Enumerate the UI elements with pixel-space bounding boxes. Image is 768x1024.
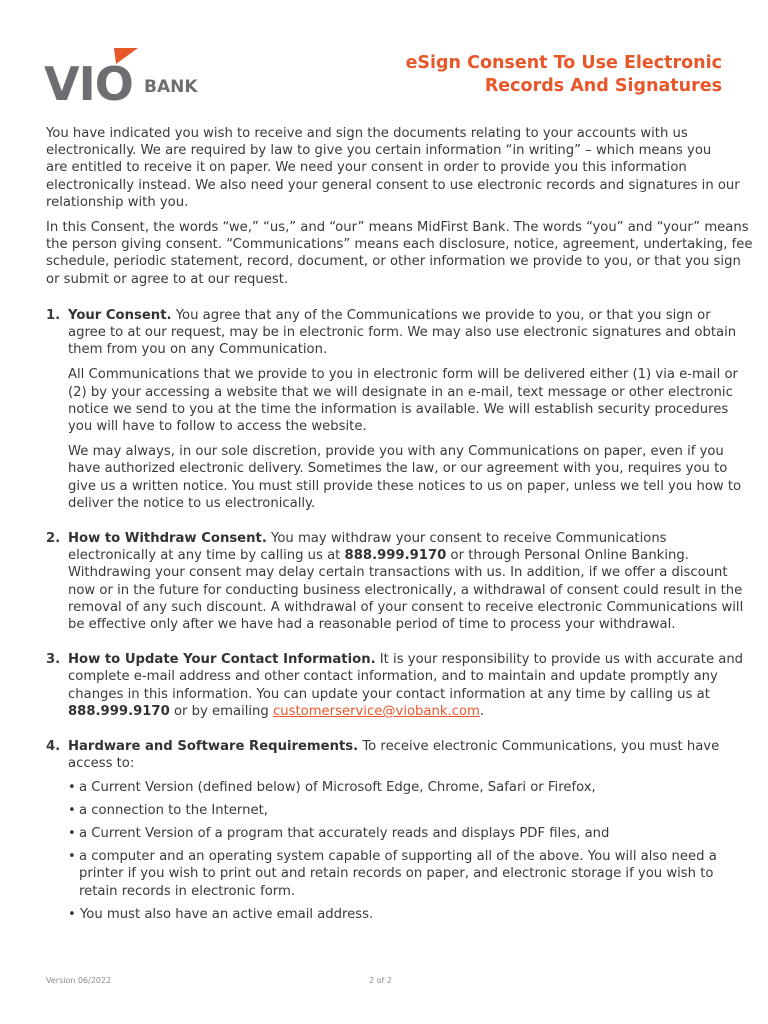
title-line-1: eSign Consent To Use Electronic [405, 53, 722, 73]
text-span: electronically at any time by calling us at [68, 548, 345, 564]
text-line: In this Consent, the words “we,” “us,” and “our” means MidFirst Bank. The words “you” and “your” means [46, 220, 749, 236]
text-line: changes in this information. You can update your contact information at any time by calling us at [68, 686, 710, 702]
phone-number: 888.999.9170 [344, 548, 447, 564]
text-line [68, 547, 726, 564]
logo-vio-text: VIO [44, 57, 133, 110]
text-line: give us a written notice. You must still provide these notices to us on paper, unless we tell you how to [68, 478, 742, 494]
bullet-icon: • [68, 779, 76, 795]
text-line: you will have to follow to access the website. [68, 419, 367, 435]
text-span: or through Personal Online Banking. [446, 548, 689, 564]
text-line: be effective only after we have had a reasonable period of time to process your withdrawal. [68, 617, 676, 633]
text-line: notice we send to you at the time the information is available. We will establish security procedures [68, 401, 729, 417]
section-heading: How to Update Your Contact Information. [68, 652, 376, 668]
bullet-icon: • [68, 802, 76, 818]
section-your-consent [46, 307, 742, 512]
section-paragraph [68, 443, 742, 512]
text-line [68, 307, 726, 324]
text-line: electronically. We are required by law to give you certain information “in writing” – which means you [46, 143, 712, 159]
document-body [46, 125, 753, 923]
text-span: You may withdraw your consent to receive Communications [266, 531, 667, 547]
section-number: 2. [46, 531, 61, 547]
text-line: electronically instead. We also need your general consent to use electronic records and signatures in our [46, 177, 740, 193]
section-number: 3. [46, 652, 61, 668]
text-line: schedule, periodic statement, record, document, or other information we provide to you, or that you sign [46, 254, 741, 270]
title-line-2: Records And Signatures [484, 76, 722, 96]
text-line: removal of any such discount. A withdrawal of your consent to receive electronic Communications will [68, 599, 744, 615]
text-line: We may always, in our sole discretion, provide you with any Communications on paper, even if you [68, 444, 724, 460]
text-line: or submit or agree to at our request. [46, 271, 289, 287]
list-item [68, 779, 726, 796]
vio-bank-logo [44, 44, 204, 110]
text-line: a Current Version (defined below) of Microsoft Edge, Chrome, Safari or Firefox, [79, 779, 596, 795]
text-line [68, 651, 744, 668]
intro-paragraph-1 [46, 125, 740, 211]
email-link[interactable]: customerservice@viobank.com [272, 703, 480, 719]
list-item [68, 802, 726, 819]
list-item [68, 848, 726, 900]
text-span: . [479, 703, 485, 719]
text-line: retain records in electronic form. [79, 883, 296, 899]
section-heading: Hardware and Software Requirements. [68, 739, 359, 755]
phone-number: 888.999.9170 [68, 703, 170, 719]
logo-bank-text: BANK [144, 77, 198, 97]
text-line: now or in the future for conducting business electronically, a withdrawal of consent could result in the [68, 582, 743, 598]
text-line: agree to at our request, may be in electronic form. We may also use electronic signatures and obtain [68, 325, 737, 341]
section-number: 4. [46, 739, 61, 755]
text-line: the person giving consent. “Communications” means each disclosure, notice, agreement, undertaking, fee [46, 237, 753, 253]
text-line [68, 530, 726, 547]
text-span: You agree that any of the Communications we provide to you, or that you sign or [171, 307, 711, 323]
text-line: a computer and an operating system capable of supporting all of the above. You will also need a [79, 849, 717, 865]
text-span: or by emailing [169, 703, 273, 719]
section-heading: Your Consent. [68, 307, 172, 323]
text-line: deliver the notice to us electronically. [68, 495, 316, 511]
text-line: them from you on any Communication. [68, 342, 328, 358]
list-item [68, 825, 726, 842]
section-hardware-software [46, 738, 726, 923]
text-line [68, 738, 726, 755]
text-line: complete e-mail address and other contact information, and to maintain and update promptly any [68, 669, 718, 685]
text-span: It is your responsibility to provide us with accurate and [375, 652, 744, 668]
section-number: 1. [46, 307, 61, 323]
section-update-contact [46, 651, 744, 720]
text-span: To receive electronic Communications, you must have [358, 739, 720, 755]
text-line: access to: [68, 756, 135, 772]
text-line: printer if you wish to print out and retain records on paper, and electronic storage if you wish to [79, 866, 714, 882]
page-number: 2 of 2 [369, 976, 392, 985]
text-line: a Current Version of a program that accurately reads and displays PDF files, and [79, 825, 610, 841]
text-line: Withdrawing your consent may delay certain transactions with us. In addition, if we offer a discount [68, 565, 728, 581]
text-line: have authorized electronic delivery. Sometimes the law, or our agreement with you, requires you to [68, 461, 728, 477]
text-line [68, 703, 726, 720]
text-line: All Communications that we provide to you in electronic form will be delivered either (1) via e-mail or [68, 367, 738, 383]
list-item [68, 906, 726, 923]
version-label: Version 06/2022 [46, 976, 112, 985]
text-line: You have indicated you wish to receive and sign the documents relating to your accounts with us [46, 126, 688, 141]
text-line: are entitled to receive it on paper. We need your consent in order to provide you this information [46, 160, 687, 176]
page-title [322, 52, 722, 98]
bullet-icon: • [68, 825, 76, 841]
text-line: • You must also have an active email address. [68, 906, 374, 922]
intro-paragraph-2 [46, 219, 753, 288]
section-paragraph [68, 366, 738, 435]
section-withdraw-consent [46, 530, 744, 633]
text-line: (2) by your accessing a website that we will designate in an e-mail, text message or other electronic [68, 384, 733, 400]
section-heading: How to Withdraw Consent. [68, 531, 267, 547]
text-line: a connection to the Internet, [79, 802, 268, 818]
text-line: relationship with you. [46, 194, 189, 210]
bullet-icon: • [68, 849, 76, 865]
